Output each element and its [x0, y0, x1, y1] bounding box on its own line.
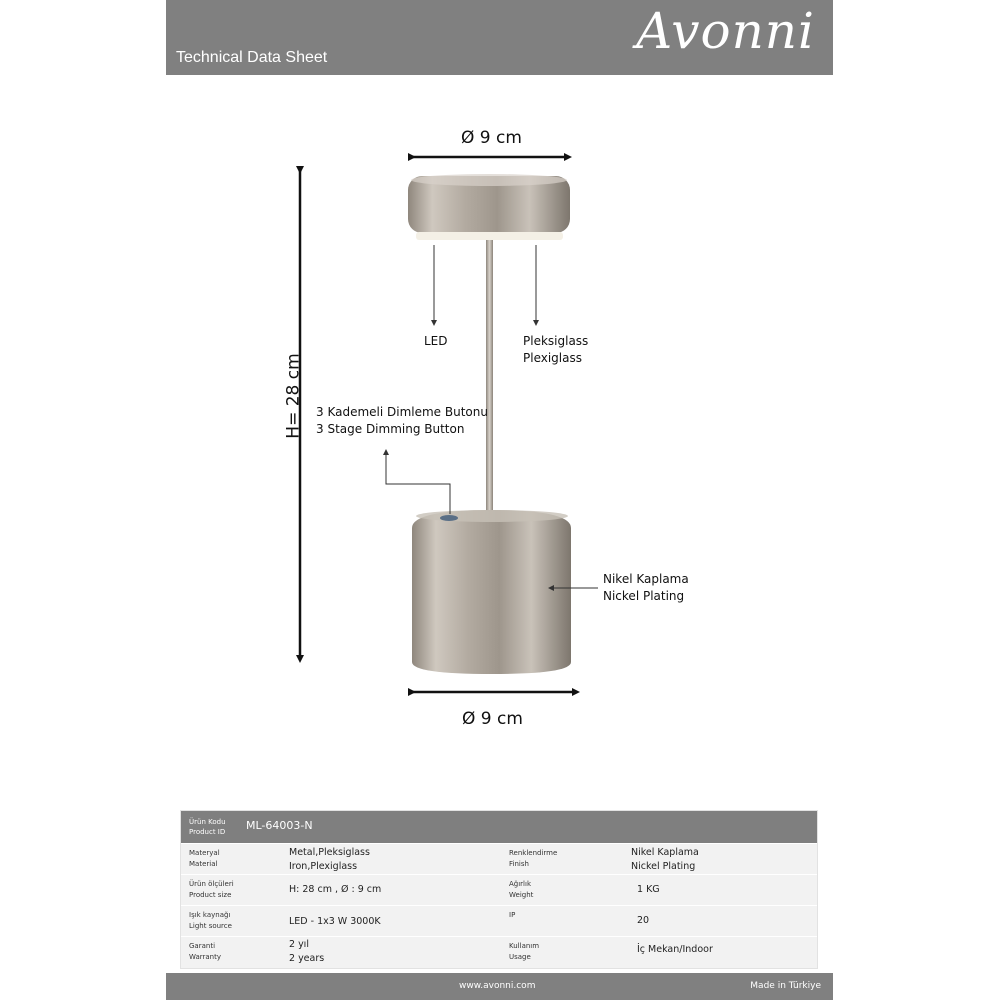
product-id-key [189, 817, 226, 837]
made-in-label: Made in Türkiye [750, 981, 821, 991]
spec-row [181, 874, 817, 906]
spec-value-en: Iron,Plexiglass [289, 861, 358, 872]
spec-key-en: Weight [509, 891, 534, 899]
spec-value: 2 yıl [289, 939, 309, 950]
spec-value: H: 28 cm , Ø : 9 cm [289, 884, 382, 895]
brand-logo: Avonni [636, 2, 815, 60]
spec-key-en: Usage [509, 953, 531, 961]
spec-key-tr: Materyal [189, 849, 220, 857]
bottom-diameter-label: Ø 9 cm [462, 709, 523, 729]
spec-value: İç Mekan/Indoor [637, 944, 713, 955]
button-label-tr: 3 Kademeli Dimleme Butonu [316, 405, 488, 419]
led-label: LED [424, 334, 448, 348]
spec-row [181, 905, 817, 937]
plexiglass-label-en: Plexiglass [523, 351, 582, 365]
spec-value: 1 KG [637, 884, 660, 895]
finish-label-tr: Nikel Kaplama [603, 572, 689, 586]
spec-key-en: Warranty [189, 953, 222, 961]
footer-bar [166, 973, 833, 1000]
spec-key-tr: Garanti [189, 942, 216, 950]
lamp-stem [486, 240, 493, 515]
lamp-head [408, 174, 570, 240]
product-id-key-en: Product ID [189, 828, 226, 836]
product-id-value: ML-64003-N [246, 819, 313, 832]
spec-value: 20 [637, 915, 650, 926]
dimming-button [440, 515, 458, 521]
spec-key-tr: Ağırlık [509, 880, 531, 888]
finish-label-en: Nickel Plating [603, 589, 685, 603]
lamp-drawing [166, 0, 833, 800]
plexiglass-label-tr: Pleksiglass [523, 334, 589, 348]
spec-value: LED - 1x3 W 3000K [289, 916, 381, 927]
page-title: Technical Data Sheet [176, 49, 328, 66]
height-label: H= 28 cm [283, 353, 304, 439]
spec-key-en: Light source [189, 922, 232, 930]
spec-key-tr: IP [509, 911, 516, 919]
spec-value-en: 2 years [289, 953, 325, 964]
spec-key-tr: Kullanım [509, 942, 540, 950]
spec-row [181, 936, 817, 968]
spec-row [181, 843, 817, 875]
spec-value: Nikel Kaplama [631, 847, 699, 858]
product-id-key-tr: Ürün Kodu [189, 818, 226, 826]
spec-table [180, 810, 818, 969]
spec-table-header [181, 811, 817, 843]
website-link[interactable]: www.avonni.com [459, 981, 536, 991]
spec-key-tr: Ürün ölçüleri [189, 880, 234, 888]
spec-key-en: Finish [509, 860, 529, 868]
button-label-en: 3 Stage Dimming Button [316, 422, 465, 436]
spec-key-en: Material [189, 860, 218, 868]
data-sheet [166, 0, 833, 1000]
spec-key-en: Product size [189, 891, 232, 899]
top-diameter-label: Ø 9 cm [461, 128, 522, 148]
spec-key-tr: Işık kaynağı [189, 911, 231, 919]
spec-value: Metal,Pleksiglass [289, 847, 370, 858]
spec-key-tr: Renklendirme [509, 849, 558, 857]
lamp-base [412, 510, 571, 674]
spec-value-en: Nickel Plating [631, 861, 696, 872]
